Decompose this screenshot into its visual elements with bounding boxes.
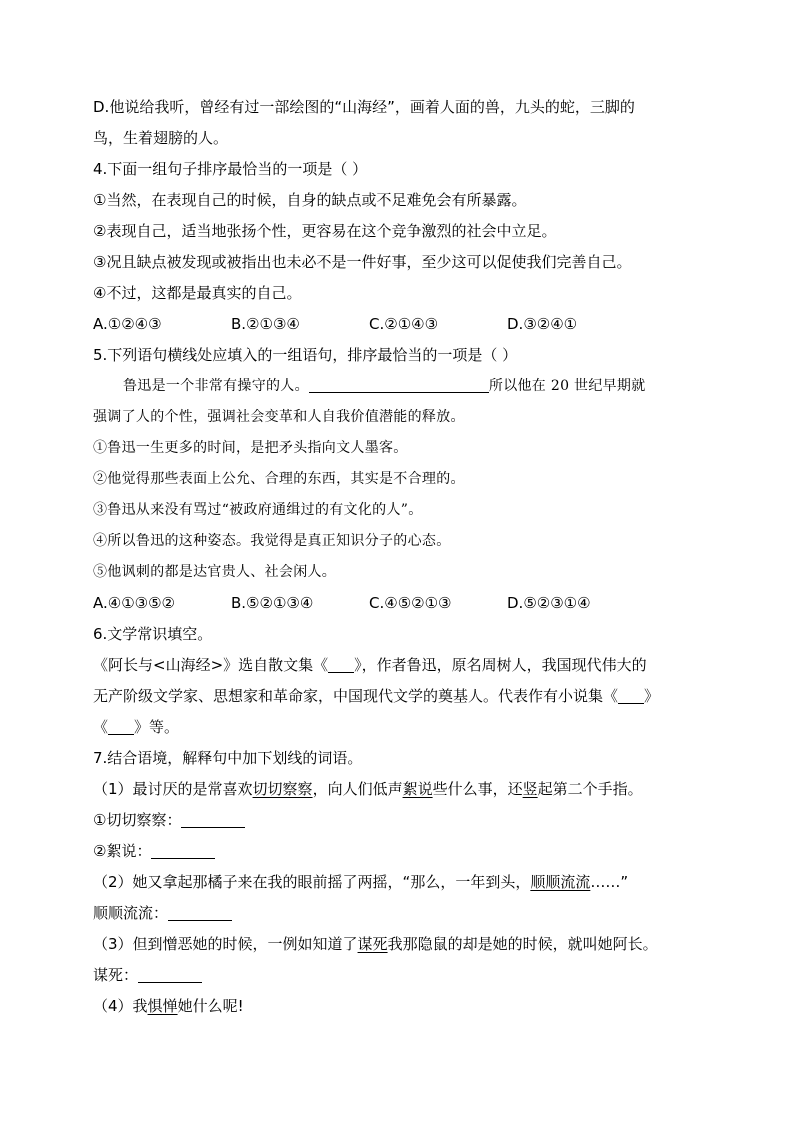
q7-part1-sentence <box>93 774 703 805</box>
q5-sentence-2: ②他觉得那些表面上公允、合理的东西，其实是不合理的。 <box>93 471 465 487</box>
q4-sentence-3: ③况且缺点被发现或被指出也未必不是一件好事，至少这可以促使我们完善自己。 <box>93 253 632 271</box>
worksheet-page <box>93 92 703 1022</box>
q7-p3-underlined: 谋死 <box>357 935 388 953</box>
q6-stem: 6.文学常识填空。 <box>93 625 213 643</box>
q7-p1-text-b: ，向人们低声 <box>312 780 403 798</box>
q7-p4-text-a: （4）我 <box>93 997 148 1015</box>
q7-p1-underlined-3: 竖 <box>522 780 538 798</box>
q4-option-c[interactable]: C.②①④③ <box>369 315 439 333</box>
q6-line2 <box>93 681 703 712</box>
q7-answer-3-blank[interactable] <box>168 904 232 921</box>
q7-p3-text-b: 我那隐鼠的却是她的时候，就叫她阿长。 <box>387 935 658 953</box>
q5-option-a[interactable]: A.④①③⑤② <box>93 594 176 612</box>
q4-sentence-2: ②表现自己，适当地张扬个性，更容易在这个竞争激烈的社会中立足。 <box>93 222 557 240</box>
q5-option-c[interactable]: C.④⑤②①③ <box>369 594 452 612</box>
q7-part2-sentence <box>93 867 703 898</box>
q4-sentence-1: ①当然，在表现自己的时候，自身的缺点或不足难免会有所暴露。 <box>93 191 527 209</box>
q4-option-b[interactable]: B.②①③④ <box>231 315 300 333</box>
q6-blank-novel-1[interactable] <box>618 687 644 704</box>
q7-part4-sentence <box>93 991 703 1022</box>
q7-p2-text-a: （2）她又拿起那橘子来在我的眼前摇了两摇，“那么，一年到头， <box>93 873 531 891</box>
q7-p1-underlined-2: 絮说 <box>402 780 433 798</box>
q7-part3-sentence <box>93 929 703 960</box>
q5-passage-continue: 所以他在 20 世纪早期就 <box>488 378 646 394</box>
q5-sentence-1: ①鲁迅一生更多的时间，是把矛头指向文人墨客。 <box>93 440 408 456</box>
q6-line3-start: 《 <box>93 718 109 736</box>
q4-stem: 4.下面一组句子排序最恰当的一项是（ ） <box>93 160 368 178</box>
q7-p1-text-c: 些什么事，还 <box>432 780 523 798</box>
q7-answer-3 <box>93 898 703 929</box>
q6-line1-end: 》，作者鲁迅，原名周树人，我国现代伟大的 <box>354 656 647 674</box>
q7-answer-1 <box>93 805 703 836</box>
q3-option-d-line2: 鸟，生着翅膀的人。 <box>93 129 229 147</box>
q6-blank-novel-2[interactable] <box>108 718 134 735</box>
q4-sentence-4: ④不过，这都是最真实的自己。 <box>93 284 302 302</box>
q6-line1 <box>93 650 703 681</box>
q5-option-b[interactable]: B.⑤②①③④ <box>231 594 314 612</box>
q7-p1-text-a: （1）最讨厌的是常喜欢 <box>93 780 253 798</box>
q7-answer-1-blank[interactable] <box>181 811 245 828</box>
q6-line1-start: 《阿长与<山海经>》选自散文集《 <box>93 656 329 674</box>
q7-answer-1-label: ①切切察察： <box>93 811 182 829</box>
q5-sentence-5: ⑤他讽刺的都是达官贵人、社会闲人。 <box>93 564 337 580</box>
q7-p2-underlined: 顺顺流流 <box>530 873 591 891</box>
q7-answer-2-blank[interactable] <box>151 842 215 859</box>
q7-p4-text-b: 她什么呢! <box>177 997 244 1015</box>
q5-stem: 5.下列语句横线处应填入的一组语句，排序最恰当的一项是（ ） <box>93 346 518 364</box>
q6-line3-end: 》等。 <box>134 718 180 736</box>
q7-answer-4-label: 谋死： <box>93 966 139 984</box>
q7-p1-underlined-1: 切切察察 <box>252 780 313 798</box>
q6-line3 <box>93 712 703 743</box>
q7-stem: 7.结合语境，解释句中加下划线的词语。 <box>93 749 363 767</box>
q7-answer-2 <box>93 836 703 867</box>
q5-passage-blank[interactable] <box>309 376 489 393</box>
q6-blank-anthology[interactable] <box>328 656 354 673</box>
q7-p1-text-d: 起第二个手指。 <box>537 780 643 798</box>
q7-p3-text-a: （3）但到憎恶她的时候，一例如知道了 <box>93 935 358 953</box>
q5-option-d[interactable]: D.⑤②③①④ <box>507 594 591 612</box>
q5-passage-line2: 强调了人的个性，强调社会变革和人自我价值潜能的释放。 <box>93 409 465 425</box>
q5-passage-start: 鲁迅是一个非常有操守的人。 <box>123 378 309 394</box>
q5-passage-line1 <box>93 371 703 402</box>
q6-line2-end: 》 <box>644 687 660 705</box>
q7-p2-text-b: ……” <box>590 873 629 891</box>
q5-options <box>93 588 703 619</box>
q4-option-a[interactable]: A.①②④③ <box>93 315 162 333</box>
q7-p4-underlined: 惧惮 <box>147 997 178 1015</box>
q4-option-d[interactable]: D.③②④① <box>507 315 578 333</box>
q7-answer-3-label: 顺顺流流： <box>93 904 169 922</box>
q7-answer-4-blank[interactable] <box>138 966 202 983</box>
q3-option-d-line1: D.他说给我听，曾经有过一部绘图的“山海经”，画着人面的兽，九头的蛇，三脚的 <box>93 98 635 116</box>
q5-sentence-3: ③鲁迅从来没有骂过“被政府通缉过的有文化的人”。 <box>93 502 423 518</box>
q4-options <box>93 309 703 340</box>
q6-line2-start: 无产阶级文学家、思想家和革命家，中国现代文学的奠基人。代表作有小说集《 <box>93 687 619 705</box>
q7-answer-4 <box>93 960 703 991</box>
q7-answer-2-label: ②絮说： <box>93 842 152 860</box>
q5-sentence-4: ④所以鲁迅的这种姿态。我觉得是真正知识分子的心态。 <box>93 533 451 549</box>
